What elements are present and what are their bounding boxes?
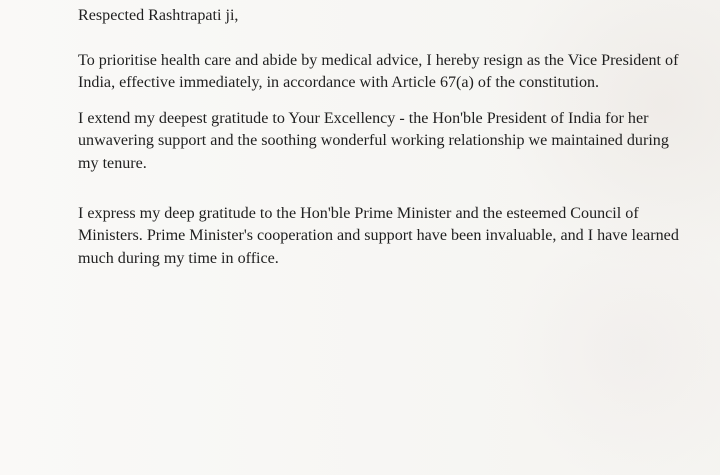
paragraph-president-gratitude [78,108,718,175]
paragraph-line: I express my deep gratitude to the Hon'ble Prime Minister and the esteemed Council of [78,205,639,222]
salutation: Respected Rashtrapati ji, [78,7,239,24]
paragraph-line: I extend my deepest gratitude to Your Excellency - the Hon'ble President of India for her [78,110,649,127]
paragraph-line: unwavering support and the soothing wonderful working relationship we maintained during [78,132,669,150]
paragraph-line: my tenure. [78,154,147,172]
paragraph-prime-minister-gratitude [78,203,718,270]
paragraph-line: Ministers. Prime Minister's cooperation and support have been invaluable, and I have learned [78,227,679,245]
paragraph-health-resignation [78,50,718,95]
paragraph-line: To prioritise health care and abide by medical advice, I hereby resign as the Vice President of [78,52,679,69]
paragraph-line: India, effective immediately, in accordance with Article 67(a) of the constitution. [78,74,600,92]
paragraph-line: much during my time in office. [78,249,279,267]
